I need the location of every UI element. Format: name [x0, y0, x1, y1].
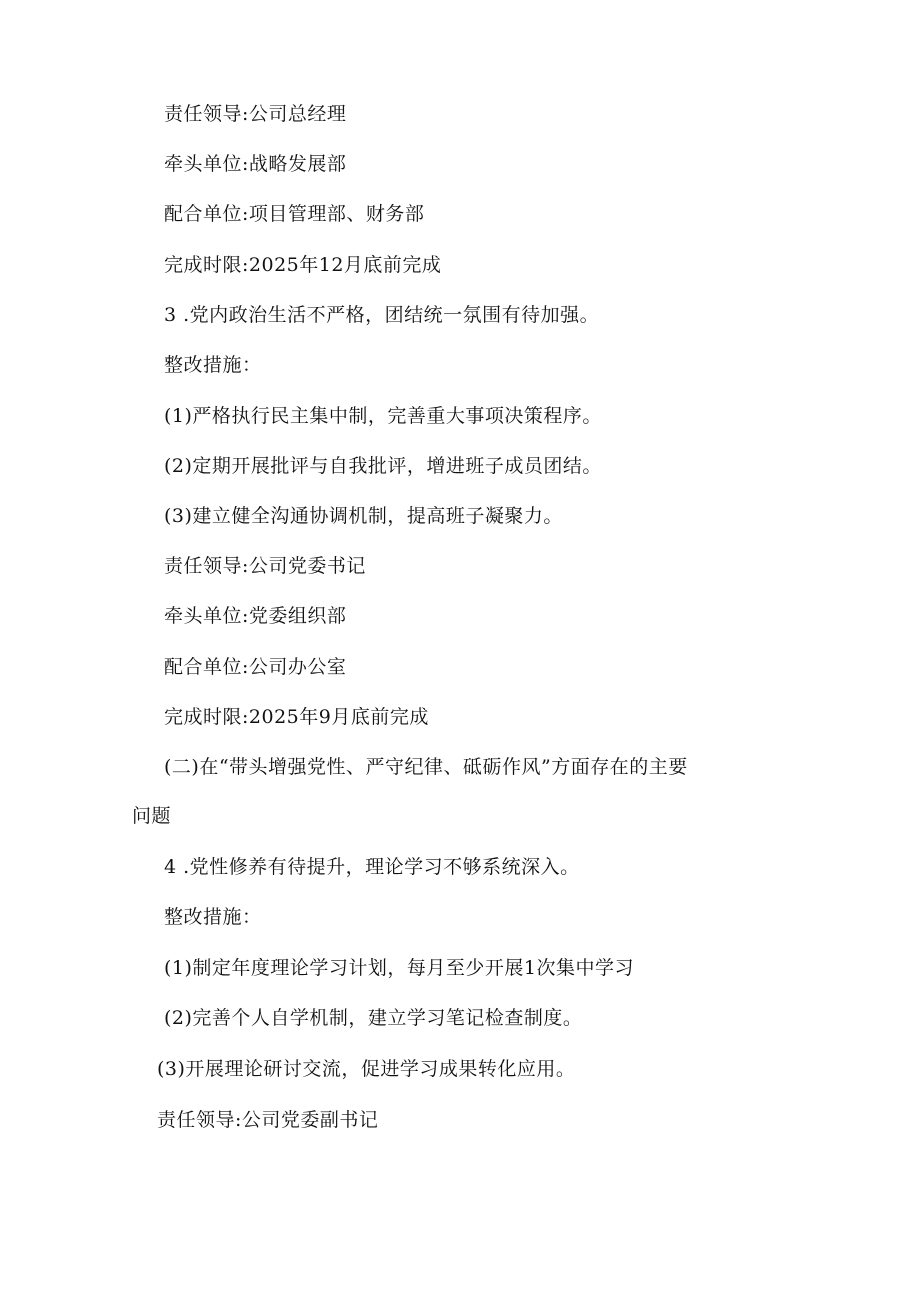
measure-item: (2)定期开展批评与自我批评，增进班子成员团结。	[164, 455, 602, 477]
section-heading: (二)在“带头增强党性、严守纪律、砥砺作风”方面存在的主要	[164, 756, 688, 778]
responsible-leader-line: 责任领导:公司总经理	[164, 103, 347, 125]
responsible-leader-line: 责任领导:公司党委副书记	[157, 1109, 379, 1131]
lead-unit-line: 牵头单位:战略发展部	[164, 153, 347, 175]
responsible-leader-line: 责任领导:公司党委书记	[164, 555, 366, 577]
measure-item: (2)完善个人自学机制，建立学习笔记检查制度。	[164, 1007, 583, 1029]
deadline-line: 完成时限:2025年9月底前完成	[164, 706, 429, 728]
cooperating-unit-line: 配合单位:公司办公室	[164, 656, 347, 678]
deadline-line: 完成时限:2025年12月底前完成	[164, 254, 442, 276]
rectification-measures-label: 整改措施：	[164, 354, 262, 376]
measure-item: (1)严格执行民主集中制，完善重大事项决策程序。	[164, 405, 602, 427]
lead-unit-line: 牵头单位:党委组织部	[164, 605, 347, 627]
measure-item: (1)制定年度理论学习计划，每月至少开展1次集中学习	[164, 957, 635, 979]
measure-item: (3)建立健全沟通协调机制，提高班子凝聚力。	[164, 505, 563, 527]
issue-heading-4: 4 .党性修养有待提升，理论学习不够系统深入。	[164, 856, 580, 878]
measure-item: (3)开展理论研讨交流，促进学习成果转化应用。	[157, 1058, 576, 1080]
cooperating-unit-line: 配合单位:项目管理部、财务部	[164, 203, 425, 225]
issue-heading-3: 3 .党内政治生活不严格，团结统一氛围有待加强。	[164, 304, 600, 326]
section-heading-continuation: 问题	[132, 805, 172, 827]
rectification-measures-label: 整改措施：	[164, 906, 262, 928]
